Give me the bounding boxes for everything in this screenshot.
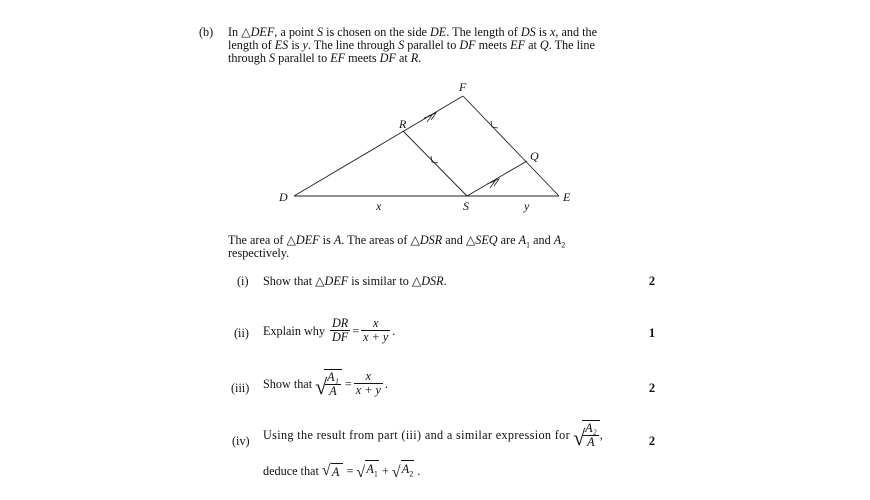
- fraction-x-xy-iii: [354, 370, 383, 397]
- question-iv-lead: Using the result from part (iii) and a similar expression for: [263, 427, 571, 442]
- frac2-den: x + y: [363, 330, 389, 344]
- segment-RS: [403, 131, 467, 196]
- arrow-RS: [431, 156, 438, 163]
- sqrt-A1-A: √ $\frac{\text{A₁}}{A}$: [315, 369, 342, 398]
- fraction-x-xy: [361, 317, 390, 344]
- question-i-text: Show that △DEF is similar to △DSR.: [263, 274, 447, 288]
- triangle-diagram: [0, 0, 870, 230]
- frac2-num: x: [372, 316, 379, 330]
- sqrt-A: √ A: [322, 463, 344, 479]
- question-ii-lead: Explain why: [263, 323, 325, 338]
- frac2-den: x + y: [355, 383, 381, 397]
- frac-den: A: [329, 384, 337, 398]
- question-iii-num: (iii): [231, 381, 250, 395]
- intro-line-2: length of ES is y. The line through S parallel to DF meets EF at Q. The line: [228, 38, 595, 52]
- label-x: x: [376, 199, 382, 213]
- question-iii-lead: Show that: [263, 376, 313, 391]
- deduce-lead: deduce that: [263, 463, 319, 478]
- side-EF: [463, 96, 559, 196]
- label-S: S: [463, 199, 469, 213]
- area-line-1: The area of △DEF is A. The areas of △DSR and △SEQ are $A_1$ and $A_2$: [228, 233, 566, 250]
- label-y: y: [524, 199, 530, 213]
- segment-SQ: [467, 161, 527, 196]
- question-iii-marks: 2: [648, 381, 656, 395]
- part-label: (b): [199, 25, 214, 39]
- question-i-num: (i): [237, 274, 249, 288]
- label-F: F: [459, 80, 467, 94]
- question-ii-marks: 1: [648, 326, 656, 340]
- intro-line-3: through S parallel to EF meets DF at R.: [228, 51, 422, 65]
- sqrt-A2-A: √ $\frac{\text{A₂}}{A}$: [573, 420, 600, 449]
- question-iv-deduce: deduce that √ A = √ $A_1$ + √ $A_2$ .: [263, 461, 421, 482]
- question-iv-text: Using the result from part (iii) and a similar expression for √ $\frac{\text{A₂}}{A}$ ,: [263, 421, 603, 450]
- fraction-DR-DF: [330, 317, 350, 344]
- area-line-2: respectively.: [228, 246, 290, 260]
- question-ii-num: (ii): [234, 326, 249, 340]
- frac2-num: x: [365, 369, 372, 383]
- intro-line-1: In △DEF, a point S is chosen on the side DE. The length of DS is x, and the: [228, 25, 598, 39]
- label-R: R: [399, 117, 407, 131]
- question-iv-marks: 2: [648, 434, 656, 448]
- question-iv-num: (iv): [232, 434, 250, 448]
- sqrt-A1: √ $A_1$: [356, 462, 378, 482]
- frac-den: A: [587, 435, 595, 449]
- label-E: E: [563, 190, 571, 204]
- frac-num: A₁: [327, 370, 339, 384]
- arrow-EF: [491, 121, 498, 128]
- question-ii-text: Explain why $\frac{DR}{DF}$ = $\frac{x}{x + y}$ .: [263, 316, 396, 344]
- label-D: D: [279, 190, 288, 204]
- frac-num: A₂: [585, 421, 597, 435]
- sqrt-A2: √ $A_2$: [391, 462, 414, 482]
- label-Q: Q: [530, 149, 539, 163]
- side-DF: [294, 96, 463, 196]
- frac-num: DR: [332, 316, 349, 330]
- question-i-marks: 2: [648, 274, 656, 288]
- frac-den: DF: [332, 330, 349, 344]
- question-iii-text: Show that √ $\frac{\text{A₁}}{A}$ = $\frac{x}{x + y}$ .: [263, 369, 388, 399]
